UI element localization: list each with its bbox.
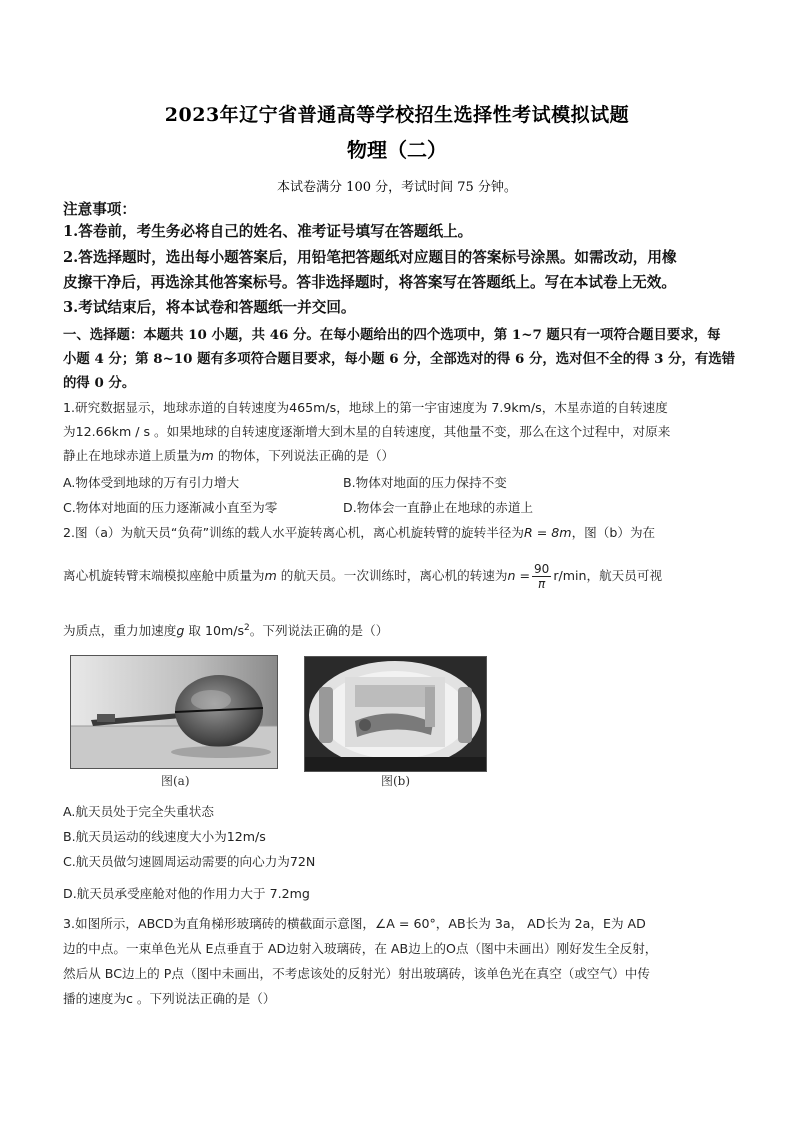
q1-option-a: A.物体受到地球的万有引力增大 bbox=[63, 475, 240, 490]
q2-line-2-text-a: 离心机旋转臂末端模拟座舱中质量为 bbox=[63, 568, 265, 583]
q3-line-1: 3.如图所示，ABCD为直角梯形玻璃砖的横截面示意图，∠A = 60°，AB长为 3a， AD长为 2a，E为 AD bbox=[63, 916, 646, 931]
q1-option-b: B.物体对地面的压力保持不变 bbox=[343, 475, 507, 490]
figure-b-caption: 图(b) bbox=[381, 774, 411, 788]
q2-var-g: g bbox=[176, 623, 185, 639]
figure-a-caption: 图(a) bbox=[161, 774, 190, 788]
subject-title: 物理（二） bbox=[347, 138, 447, 162]
cabin-illustration bbox=[305, 657, 486, 771]
q3-line-2: 边的中点。一束单色光从 E点垂直于 AD边射入玻璃砖，在 AB边上的O点（图中未画出）刚好发生全反射， bbox=[63, 941, 658, 956]
q1-line-3 bbox=[63, 446, 743, 466]
notice-item-2-line-2: 皮擦干净后，再选涂其他答案标号。答非选择题时，将答案写在答题纸上。写在本试卷上无效。 bbox=[63, 274, 676, 291]
q2-var-m: m bbox=[264, 568, 277, 583]
q2-line-1 bbox=[63, 523, 743, 543]
q3-line-3: 然后从 BC边上的 P点（图中未画出，不考虑该处的反射光）射出玻璃砖，该单色光在真空（或空气）中传 bbox=[63, 966, 650, 981]
section1-line-2: 小题 4 分；第 8~10 题有多项符合题目要求，每小题 6 分，全部选对的得 6 分，选对但不全的得 3 分，有选错 bbox=[63, 351, 736, 367]
q2-line-2 bbox=[63, 562, 743, 591]
q2-line-1-text-b: ，图（b）为在 bbox=[571, 525, 656, 540]
section1-line-1: 一、选择题：本题共 10 小题，共 46 分。在每小题给出的四个选项中，第 1~7 题只有一项符合题目要求，每 bbox=[63, 327, 721, 343]
q2-radius-eq: R = 8m bbox=[523, 525, 572, 540]
q2-line-3 bbox=[63, 618, 743, 641]
q1-option-d: D.物体会一直静止在地球的赤道上 bbox=[343, 500, 534, 515]
q1-line-1: 1.研究数据显示，地球赤道的自转速度为465m/s，地球上的第一宇宙速度为 7.9km/s，木星赤道的自转速度 bbox=[63, 400, 668, 415]
q1-line-3-text-b: 的物体，下列说法正确的是（） bbox=[213, 448, 395, 463]
fraction-denominator: π bbox=[538, 577, 546, 591]
section1-line-3: 的得 0 分。 bbox=[63, 375, 136, 391]
notice-heading: 注意事项： bbox=[63, 201, 136, 218]
q1-line-2: 为12.66km / s 。如果地球的自转速度逐渐增大到木星的自转速度，其他量不变，那么在这个过程中，对原来 bbox=[63, 424, 671, 439]
figure-a-centrifuge-image bbox=[70, 655, 278, 769]
exam-title: 2023年辽宁省普通高等学校招生选择性考试模拟试题 bbox=[164, 104, 630, 126]
notice-item-3: 3.考试结束后，将本试卷和答题纸一并交回。 bbox=[63, 299, 356, 316]
fraction-numerator: 90 bbox=[534, 562, 550, 576]
q2-speed-fraction bbox=[532, 562, 551, 591]
q2-option-a: A.航天员处于完全失重状态 bbox=[63, 804, 214, 819]
q2-option-c: C.航天员做匀速圆周运动需要的向心力为72N bbox=[63, 854, 316, 869]
q3-line-4: 播的速度为c 。下列说法正确的是（） bbox=[63, 991, 276, 1006]
q2-line-1-text-a: 2.图（a）为航天员“负荷”训练的载人水平旋转离心机，离心机旋转臂的旋转半径为 bbox=[63, 525, 524, 540]
q2-line-2-text-b: 的航天员。一次训练时，离心机的转速为 bbox=[276, 568, 508, 583]
q2-exponent: 2 bbox=[244, 623, 250, 633]
centrifuge-illustration bbox=[71, 656, 277, 768]
q2-line-3-text-c: 。下列说法正确的是（） bbox=[249, 623, 389, 639]
q2-speed-unit: r/min bbox=[553, 568, 587, 583]
q2-line-2-text-c: ，航天员可视 bbox=[586, 568, 663, 583]
q2-speed-n: n = bbox=[507, 568, 531, 583]
q2-option-b: B.航天员运动的线速度大小为12m/s bbox=[63, 829, 266, 844]
exam-info: 本试卷满分 100 分，考试时间 75 分钟。 bbox=[277, 180, 517, 195]
q2-line-3-text-b: 取 10m/s bbox=[184, 623, 245, 639]
q1-var-m: m bbox=[201, 448, 214, 463]
notice-item-1: 1.答卷前，考生务必将自己的姓名、准考证号填写在答题纸上。 bbox=[63, 223, 473, 240]
q2-line-3-text-a: 为质点，重力加速度 bbox=[63, 623, 177, 639]
q2-option-d: D.航天员承受座舱对他的作用力大于 7.2mg bbox=[63, 886, 310, 901]
figure-b-cabin-image bbox=[304, 656, 487, 772]
q1-line-3-text-a: 静止在地球赤道上质量为 bbox=[63, 448, 202, 463]
q1-option-c: C.物体对地面的压力逐渐减小直至为零 bbox=[63, 500, 278, 515]
notice-item-2-line-1: 2.答选择题时，选出每小题答案后，用铅笔把答题纸对应题目的答案标号涂黑。如需改动，用橡 bbox=[63, 249, 677, 266]
